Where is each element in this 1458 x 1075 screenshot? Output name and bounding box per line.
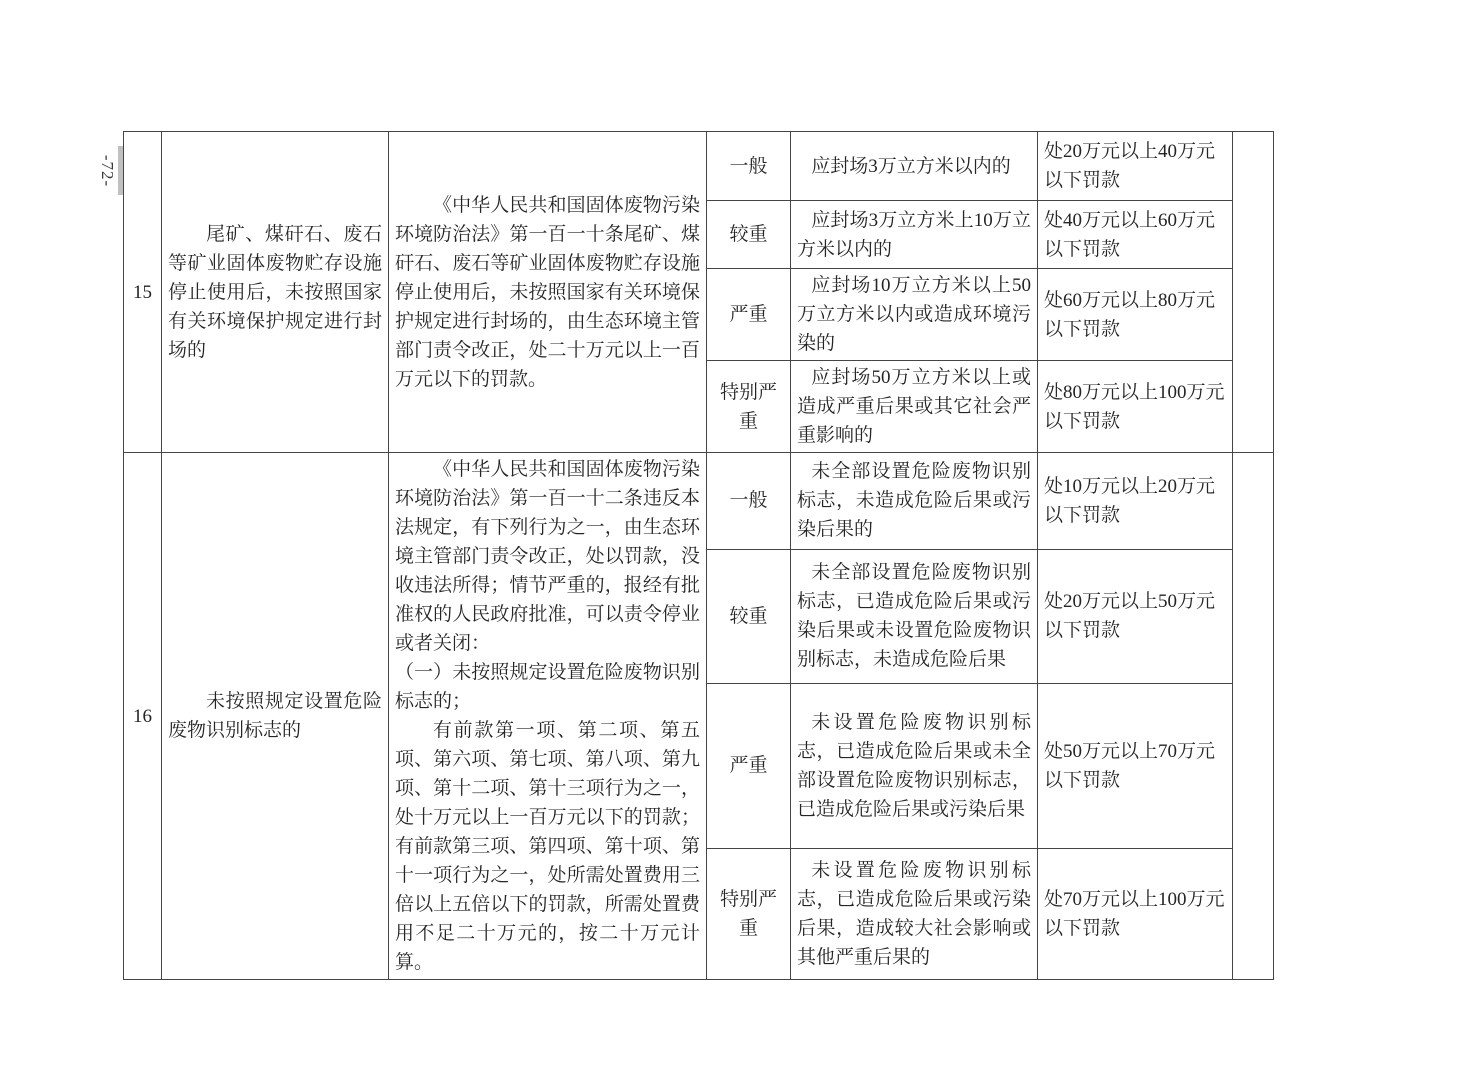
- severity-cell: 较重: [707, 201, 791, 269]
- violation-text: 尾矿、煤矸石、废石等矿业固体废物贮存设施停止使用后，未按照国家有关环境保护规定进行封场的: [168, 223, 382, 361]
- penalty-cell: [1038, 132, 1233, 201]
- penalty-text: 处70万元以上100万元以下罚款: [1044, 888, 1225, 939]
- violation-text: 未按照规定设置危险废物识别标志的: [168, 691, 382, 741]
- penalty-table: [123, 131, 1274, 980]
- penalty-cell: [1038, 683, 1233, 848]
- penalty-text: 处50万元以上70万元以下罚款: [1044, 740, 1216, 791]
- circumstance-text: 应封场3万立方米以内的: [811, 155, 1011, 177]
- circumstance-cell: [791, 549, 1038, 683]
- severity-cell: 严重: [707, 269, 791, 361]
- circumstance-text: 应封场10万立方米以上50万立方米以内或造成环境污染的: [797, 275, 1031, 354]
- severity-cell: 较重: [707, 549, 791, 683]
- circumstance-cell: [791, 683, 1038, 848]
- circumstance-cell: [791, 132, 1038, 201]
- penalty-text: 处80万元以上100万元以下罚款: [1044, 381, 1225, 432]
- circumstance-cell: [791, 201, 1038, 269]
- legal-basis-paragraph: 《中华人民共和国固体废物污染环境防治法》第一百一十条尾矿、煤矸石、废石等矿业固体废物贮存设施停止使用后，未按照国家有关环境保护规定进行封场的，由生态环境主管部门责令改正，处二十万元以上一百万元以下的罚款。: [395, 194, 700, 390]
- penalty-table-container: [123, 131, 1274, 980]
- legal-basis-paragraph: 《中华人民共和国固体废物污染环境防治法》第一百一十二条违反本法规定，有下列行为之一，由生态环境主管部门责令改正，处以罚款，没收违法所得；情节严重的，报经有批准权的人民政府批准，可以责令停业或者关闭：: [395, 459, 700, 654]
- legal-basis-paragraph: 有前款第一项、第二项、第五项、第六项、第七项、第八项、第九项、第十二项、第十三项行为之一，处十万元以上一百万元以下的罚款；有前款第三项、第四项、第十项、第十一项行为之一，处所需处置费用三倍以上五倍以下的罚款，所需处置费用不足二十万元的，按二十万元计算。: [395, 720, 700, 973]
- circumstance-cell: [791, 453, 1038, 550]
- circumstance-text: 未设置危险废物识别标志，已造成危险后果或未全部设置危险废物识别标志，已造成危险后果或污染后果: [797, 711, 1031, 820]
- penalty-cell: [1038, 549, 1233, 683]
- empty-end-cell: [1233, 453, 1274, 980]
- circumstance-text: 未设置危险废物识别标志，已造成危险后果或污染后果，造成较大社会影响或其他严重后果的: [797, 859, 1031, 968]
- penalty-cell: [1038, 269, 1233, 361]
- penalty-text: 处20万元以上50万元以下罚款: [1044, 591, 1216, 642]
- severity-cell: 特别严重: [707, 361, 791, 453]
- penalty-cell: [1038, 201, 1233, 269]
- circumstance-cell: [791, 361, 1038, 453]
- severity-cell: 一般: [707, 453, 791, 550]
- table-row: [124, 132, 1274, 201]
- legal-basis-cell: [389, 453, 707, 980]
- table-row: [124, 453, 1274, 550]
- row-number-cell: 16: [124, 453, 162, 980]
- page-number: -72-: [98, 154, 117, 188]
- circumstance-text: 应封场3万立方米上10万立方米以内的: [797, 209, 1031, 260]
- severity-cell: 严重: [707, 683, 791, 848]
- penalty-cell: [1038, 361, 1233, 453]
- penalty-cell: [1038, 453, 1233, 550]
- circumstance-cell: [791, 848, 1038, 979]
- severity-cell: 一般: [707, 132, 791, 201]
- penalty-text: 处60万元以上80万元以下罚款: [1044, 289, 1216, 340]
- circumstance-text: 未全部设置危险废物识别标志，未造成危险后果或污染后果的: [797, 461, 1031, 541]
- penalty-text: 处40万元以上60万元以下罚款: [1044, 209, 1216, 260]
- legal-basis-paragraph: （一）未按照规定设置危险废物识别标志的；: [395, 662, 700, 712]
- violation-cell: [162, 453, 389, 980]
- severity-cell: 特别严重: [707, 848, 791, 979]
- penalty-cell: [1038, 848, 1233, 979]
- row-number-cell: 15: [124, 132, 162, 453]
- violation-cell: [162, 132, 389, 453]
- circumstance-text: 应封场50万立方米以上或造成严重后果或其它社会严重影响的: [797, 367, 1031, 446]
- circumstance-cell: [791, 269, 1038, 361]
- empty-end-cell: [1233, 132, 1274, 453]
- legal-basis-cell: [389, 132, 707, 453]
- circumstance-text: 未全部设置危险废物识别标志，已造成危险后果或污染后果或未设置危险废物识别标志，未造成危险后果: [797, 562, 1031, 671]
- penalty-text: 处10万元以上20万元以下罚款: [1044, 475, 1216, 526]
- penalty-text: 处20万元以上40万元以下罚款: [1044, 141, 1216, 191]
